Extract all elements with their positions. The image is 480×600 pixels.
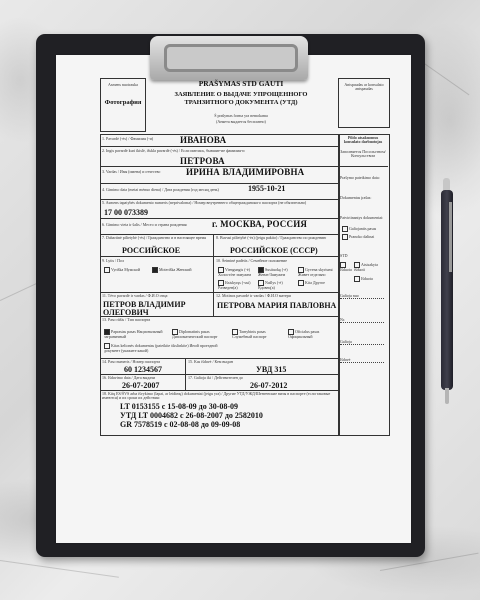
- f16-label: 16. Išdavimo data / Дата выдачи: [102, 375, 156, 380]
- pen: [441, 178, 453, 406]
- office-no: Nr.: [340, 318, 384, 323]
- f7-value: РОССИЙСКОЕ: [122, 246, 181, 255]
- f9-female-checkbox[interactable]: [152, 267, 158, 273]
- f6-label: 6. Gimimo vieta ir šalis / Место и страна рождения: [102, 222, 187, 227]
- office-issued: Išdavė: [340, 358, 384, 363]
- f6-value: г. МОСКВА, РОССИЯ: [212, 219, 308, 229]
- f12-value: ПЕТРОВА МАРИЯ ПАВЛОВНА: [217, 301, 337, 310]
- f7-label: 7. Dabartinė pilietybė (-ės) / Гражданство и в настоящее время: [102, 235, 206, 240]
- f17-value: 26-07-2012: [250, 381, 288, 390]
- board-clip: [150, 36, 308, 80]
- f13-a[interactable]: Paprastas pasas Национальный заграничный: [104, 328, 163, 339]
- f12-label: 12. Motinos pavardė ir vardas / Ф.И.О матери: [216, 293, 291, 298]
- f16-value: 26-07-2007: [122, 381, 160, 390]
- f18-line-1: LT 0153155 с 15-08-09 до 30-08-09: [120, 402, 239, 411]
- f10-b[interactable]: Susituokę (-ė) Женат/Замужем: [258, 266, 288, 277]
- f5-label: 5. Asmens tapatybės dokumento numeris (neprivaloma) / Номер внутреннего общегражданского паспорта (не обязательно): [102, 200, 307, 205]
- office-validity: Galioja nuo: [340, 294, 384, 299]
- f1-value: ИВАНОВА: [180, 135, 227, 145]
- photo-box: [100, 78, 146, 132]
- office-received: Patvirtinantys dokumentai:: [340, 215, 384, 220]
- f11-value-1: ПЕТРОВ ВЛАДИМИР: [103, 300, 186, 309]
- f13-e[interactable]: Kitas kelionės dokumentas (pateikite tikslinkite) Иной проездной документ (укажите какой): [104, 342, 218, 353]
- f9-male-checkbox[interactable]: [104, 267, 110, 273]
- f5-value: 17 00 073389: [104, 208, 148, 217]
- f4-label: 4. Gimimo data (metai mėnuo diena) / Дата рождения (год месяц день): [102, 187, 219, 192]
- office-opt2[interactable]: Pranoko dalinai: [342, 234, 386, 240]
- photo-caption: Asmens nuotrauka: [108, 82, 138, 87]
- office-prior: Dokumentas įrašas:: [340, 195, 372, 200]
- office-opt2-checkbox[interactable]: [342, 234, 348, 240]
- title-ru-1: ЗАЯВЛЕНИЕ О ВЫДАЧЕ УПРОЩЕННОГО: [174, 91, 308, 98]
- f15-value: УВД 315: [256, 365, 287, 374]
- f10-d[interactable]: Išsiskyręs (-usi) Разведен(а): [218, 279, 251, 290]
- office-valid: Galioja: [340, 340, 384, 345]
- f9-male[interactable]: Vyriška Мужской: [104, 267, 148, 273]
- f17-label: 17. Galioja iki / Действителен до: [188, 375, 243, 380]
- f10-c[interactable]: Gyvena skyriumi Живет отдельно: [298, 266, 333, 277]
- title-ru-2: ТРАНЗИТНОГО ДОКУМЕНТА (УТД): [184, 99, 298, 106]
- office-opt5[interactable]: Išduota: [354, 276, 386, 282]
- f11-label: 11. Tėvo pavardė ir vardas / Ф.И.О отца:: [102, 293, 169, 298]
- office-std: STD: [340, 253, 348, 258]
- office-opt4[interactable]: Atsisakyta išduoti: [354, 261, 378, 272]
- f10-e[interactable]: Našlys (-ė) Вдовец(а): [258, 279, 283, 290]
- f13-d[interactable]: Oficialus pasas Официальный: [288, 328, 320, 339]
- office-head-ru: Заполняется Посольством/ Консульством: [340, 149, 386, 159]
- f18-line-2: УТД LT 0004682 с 26-08-2007 до 2582010: [120, 411, 263, 420]
- f13-c[interactable]: Tarnybinis pasas Служебный паспорт: [232, 328, 267, 339]
- office-opt3[interactable]: Išduota: [340, 262, 352, 272]
- stamp-caption: Antspaudas ar konsulato antspaudas: [344, 82, 384, 92]
- f8-value: РОССИЙСКОЕ (СССР): [230, 246, 318, 255]
- f3-label: 3. Vardas / Имя (имена) и отчество: [102, 169, 161, 174]
- f14-value: 60 1234567: [124, 365, 162, 374]
- f14-label: 14. Paso numeris / Номер паспорта: [102, 359, 161, 364]
- office-date: Prašymo pateikimo data:: [340, 175, 380, 180]
- f15-label: 15. Kas išdavė / Кем выдан: [188, 359, 233, 364]
- f13-label: 13. Paso rūšis / Тип паспорта: [102, 317, 151, 322]
- f9-label: 9. Lytis / Пол: [102, 258, 124, 263]
- f11-value-2: ОЛЕГОВИЧ: [103, 308, 149, 317]
- office-opt1[interactable]: Galiojantis pasas: [342, 226, 386, 232]
- f18-label: 18. Kitų ES/ŠVS arba išvykimo (lapai, ar leidimų) dokumentai (jeigu yra) / Другие УТД/УЖД/Шенгенские визы в паспорте (если таковые имеются) и их сроки их действия:: [102, 391, 331, 401]
- f8-label: 8. Buvusi pilietybė (-ės) (jeigu pakito) / Гражданство по рождению: [216, 235, 327, 240]
- office-opt1-checkbox[interactable]: [342, 226, 348, 232]
- f13-b[interactable]: Diplomatinis pasas Дипломатический паспорт: [172, 328, 218, 339]
- f9-female[interactable]: Moteriška Женский: [152, 267, 200, 273]
- f3-value: ИРИНА ВЛАДИМИРОВНА: [186, 167, 305, 177]
- f2-value: ПЕТРОВА: [180, 156, 225, 166]
- f4-value: 1955-10-21: [248, 184, 286, 193]
- f10-a[interactable]: Viengungis (-ė) Холост/не замужем: [218, 266, 252, 277]
- application-form: [100, 78, 390, 450]
- f1-label: 1. Pavardė (-ės) / Фамилия (-и): [102, 136, 154, 141]
- office-opt5-checkbox[interactable]: [354, 276, 360, 282]
- stamp-box: [338, 78, 390, 128]
- f10-f-checkbox[interactable]: [298, 280, 304, 286]
- office-head-lt: Pildo atsakuomus konsulato darbuotojas: [343, 135, 383, 145]
- f2-label: 2. Ingis pavardė kuri ikislė, išskla pavardė (-ės) / Если имелась, бывшие-ие фамилия-и: [102, 148, 245, 153]
- photo-label: Фотография: [104, 99, 142, 106]
- f10-label: 10. Šeiminė padėtis / Семейное положение: [216, 258, 287, 263]
- title-lt: PRAŠYMAS STD GAUTI: [198, 79, 284, 88]
- f18-line-3: GR 7578519 с 02-08-08 до 09-09-08: [120, 420, 241, 429]
- subtitle-lt: Š prašymas forma yra nemokama: [214, 113, 268, 118]
- subtitle-ru: (Анкета выдается бесплатно): [216, 119, 266, 124]
- f10-f[interactable]: Kita Другое: [298, 280, 336, 286]
